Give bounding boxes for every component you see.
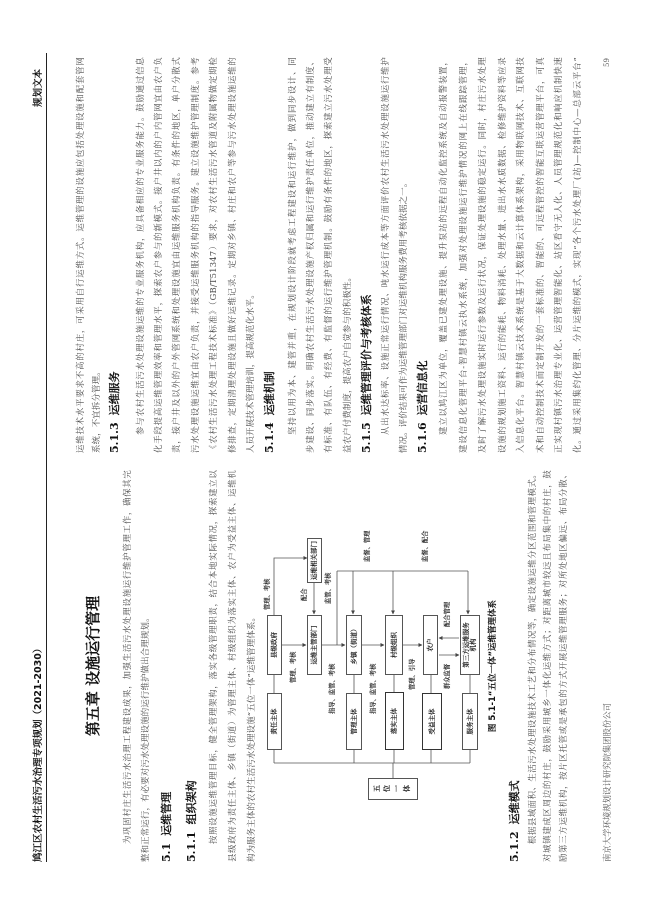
org-box-town: 乡镇（街道）: [346, 615, 362, 675]
text-line: 《农村生活污水处理工程技术标准》（GB/T51347）要求，对农村生活污水管道及附属物做定期检: [208, 57, 218, 453]
edge-label: 监督、配合: [422, 530, 429, 562]
heading-text: 运维机制: [263, 371, 276, 416]
heading-number: 5.1.3: [108, 422, 121, 453]
text-line: 励第三方运维机构，按片区托管或是承包的方式开展运维管理服务；对所处地区偏远、布局分散、: [558, 470, 568, 862]
heading-number: 5.1.4: [263, 422, 276, 453]
text-line: 及时了解污水处理设施实时运行参数及运行状况，保证处理设施的稳定运行。同时，村庄污水处理: [477, 57, 487, 453]
text-line: 构为服务主体的农村生活污水处理设施“五位一体”运维管理体系。: [246, 612, 256, 862]
org-box-village: 村级组织: [385, 615, 403, 675]
text-line: 从出水达标率、设施正常运行情况、吨水运行成本等方面评价农村生活污水处理设施运行维护: [380, 57, 390, 435]
edge-label: 指导、监管、考核: [329, 663, 336, 714]
text-line: 系统，不宜拆分管理。: [91, 367, 101, 453]
edge-label: 配合: [301, 588, 308, 601]
role-box: 管理主体: [346, 693, 362, 750]
heading-text: 运营信息化: [416, 360, 429, 416]
text-line: 有标准、有队伍、有经费、有监督的运行维护管理机制。鼓励有条件的地区，探索建立污水处理受: [323, 57, 333, 453]
text-line: 益农户付费制度，提高农户自觉参与的积极性。: [342, 272, 352, 453]
edge-label: 指导、监管、考核: [370, 663, 377, 714]
org-box-county: 县级政府: [267, 615, 282, 675]
edge-label: 管理、考核: [290, 651, 297, 683]
text-line: 建设信息化管理平台-智慧村镇云执水系统，加强对处理设施运行维护情况的网上在线跟踪管理，: [458, 57, 468, 453]
edge-label: 管理、考核: [264, 578, 271, 610]
heading-number: 5.1: [160, 842, 173, 862]
text-line: 正实现村镇污水治理专业化、运营管理智能化、站区看守无人化、人员管理规范化和响应机制快速: [553, 57, 563, 453]
edge-label: 监督、管理: [364, 530, 371, 562]
text-line: 责，接户井及以外的户外管网系统和处理设施宜由运维服务机构负责。有条件的地区，单户分散式: [171, 57, 181, 453]
org-box-main-dept: 运维主管部门: [307, 615, 322, 675]
edge-label: 配合管理: [444, 601, 451, 627]
heading-number: 5.1.5: [360, 422, 373, 453]
footer-organization: 南京大学环境规划设计研究院集团股份公司: [602, 702, 612, 862]
org-box-third-party: 第三方运维服务机构: [460, 615, 480, 675]
text-line: 化手段提高运维管理效率和管理水平，探索农户参与的新模式。接户井以内的户内管网宜由农户负: [153, 57, 163, 453]
text-line: 县级政府为责任主体、乡镇（街道）为管理主体、村级组织为落实主体、农户为受益主体、运维机: [227, 470, 237, 862]
text-line: 修排查，定期清理处理设施且做好运维记录。定期对乡镇、村庄和农户等参与污水处理设施运维的: [227, 57, 237, 453]
text-line: 污水处理设施运维宜由农户负责，并接受运维服务机构的指导服务。建立设施维护管理制度。参考: [190, 57, 200, 453]
text-line: 参与农村生活污水处理设施运维的专业服务机构，应具备相应的专业服务能力。鼓励通过信息: [135, 57, 145, 435]
text-line: 化。通过采用集约化管理、分片运维的模式，实现“各个污水处理厂(站)—控制中心—总部云平台”: [572, 57, 582, 453]
diagram-center-box: [368, 778, 418, 800]
heading-text: 运维服务: [108, 371, 121, 416]
role-box: 责任主体: [267, 693, 282, 750]
text-line: 建立以鸠江区为单位，覆盖已建处理设施、提升泵站的远程自动化监控系统及自动报警装置，: [438, 57, 448, 435]
org-box-related-dept: 运维相关部门: [307, 538, 322, 583]
heading-text: 运维管理: [160, 791, 173, 836]
text-line: 入信息化平台。智慧村镇云技术系统是基于大数据和云计算体系架构，采用物联网技术、互联网技: [515, 57, 525, 453]
role-box: 落实主体: [385, 692, 404, 750]
edge-label: 监管、考核: [325, 572, 332, 604]
text-line: 情况。评价结果可作为运维管理部门对运维机构服务费用考核依据之一。: [398, 178, 408, 453]
text-line: 术和自动控制技术而定制开发的一套标准的、智能的、可远程管控的智能互联运营管理平台，可真: [535, 57, 545, 453]
page-number: 59: [603, 58, 611, 67]
text-line: 步建设、同步落实。明确农村生活污水处理设施产权归属和运行维护责任单位，推动建立有制度、: [305, 57, 315, 453]
text-line: 坚持以用为本、建管并重，在规划设计阶段就考虑工程建设和运行维护，做到同步设计、同: [287, 57, 297, 435]
role-box: 受益主体: [422, 693, 442, 750]
document-title: 鸠江区农村生活污水治理专项规划（2021-2030）: [33, 643, 44, 862]
heading-number: 5.1.1: [185, 831, 198, 862]
chapter-title: 第五章 设施运行管理: [84, 595, 102, 737]
text-line: 按照设施运维管理目标，健全管理架构，落实各级管理职责，结合本地实际情况，探索建立以: [208, 470, 218, 844]
text-line: 整和正常运行，有必要对污水处理设施的运行维护做出合理规划。: [140, 613, 150, 862]
heading-number: 5.1.6: [416, 422, 429, 453]
heading-text: 运维模式: [508, 780, 521, 825]
heading-text: 运维管理评价与考核体系: [360, 294, 373, 416]
figure-caption: 图 5.1-1“五位一体”运维管理体系: [488, 599, 498, 733]
edge-label: 群众监督: [444, 663, 451, 689]
diagram-center-label: 五位一体: [373, 784, 413, 793]
text-line: 根据县域面积、生活污水处理设施技术工艺和分布情况等，确定设施运维分区范围和管理模式。: [527, 470, 537, 844]
edge-label: 管理、引导: [409, 658, 416, 690]
text-line: 对城镇建成区周边的村庄，鼓励采用城乡一体化运维方式；对距离城市较远且布局集中的村庄，鼓: [542, 470, 552, 862]
org-box-farmer: 农户: [423, 615, 438, 675]
text-line: 为巩固村庄生活污水治理工程建设成果，加强生活污水处理设施运行维护管理工作，确保其完: [122, 470, 132, 844]
text-line: 运维技术水平要求不高的村庄，可采用自行运维方式。运维管理的设施应包括处理设施和配套管网: [75, 57, 85, 453]
document-type: 规划文本: [33, 68, 44, 107]
text-line: 设施的规划施工资料、运行的能耗、物料消耗、处理水量、进出水水质数据、检修维护资料等应录: [497, 57, 507, 453]
heading-number: 5.1.2: [508, 831, 521, 862]
role-box: 服务主体: [462, 693, 478, 750]
heading-text: 组织架构: [185, 780, 198, 825]
text-line: 人员开展技术管理培训，提高规范化水平。: [245, 290, 255, 453]
